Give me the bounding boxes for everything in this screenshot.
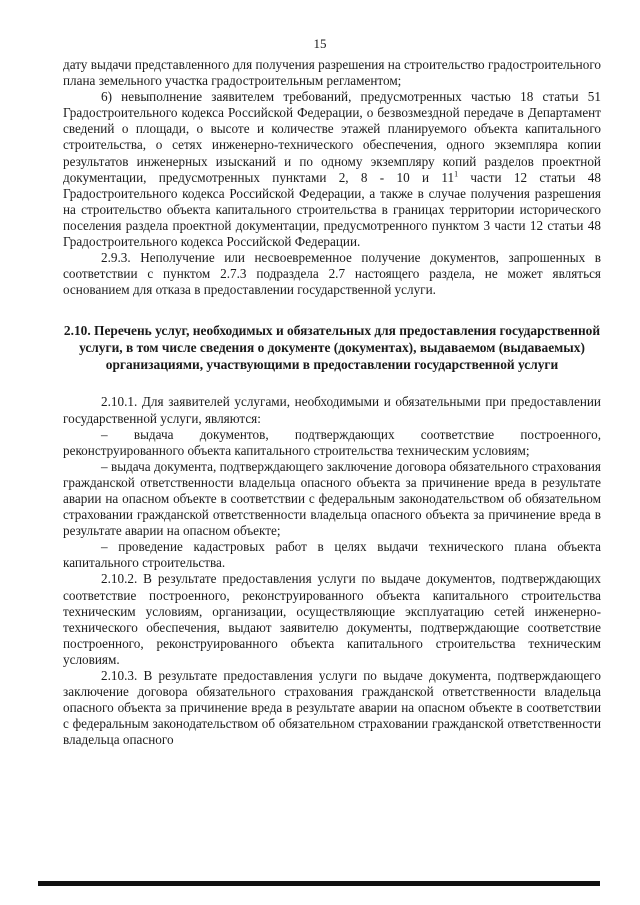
list-item-3: – проведение кадастровых работ в целях выдачи технического плана объекта капитального строительства.	[63, 539, 601, 571]
list-item-2: – выдача документа, подтверждающего заключение договора обязательного страхования гражданской ответственности владельца опасного объекта за причинение вреда в результате аварии на опасном объекте в соответствии с федеральным законодательством об обязательном страховании гражданской ответственности владельца опасного объекта за причинение вреда в результате аварии на опасном объекте;	[63, 458, 601, 539]
scan-bottom-edge	[38, 881, 600, 886]
paragraph-item-6-text-b: части 12 статьи 48 Градостроительного кодекса Российской Федерации, а также в случае получения разрешения на строительство объекта капитального строительства в границах территории исторического поселения раздела проектной документации, предусмотренного пунктом 3 части 12 статьи 48 Градостроительного кодекса Российской Федерации.	[63, 169, 601, 250]
section-heading-2-10: 2.10. Перечень услуг, необходимых и обязательных для предоставления государственной услуги, в том числе сведения о документе (документах), выдаваемом (выдаваемых) организациями, участвующими в предоставлении государственной услуги	[63, 323, 601, 373]
paragraph-2-10-1: 2.10.1. Для заявителей услугами, необходимыми и обязательными при предоставлении государственной услуги, являются:	[63, 394, 601, 426]
paragraph-item-6	[63, 89, 601, 250]
list-item-1: – выдача документов, подтверждающих соответствие построенного, реконструированного объекта капитального строительства техническим условиям;	[63, 426, 601, 458]
paragraph-continuation: дату выдачи представленного для получения разрешения на строительство градостроительного плана земельного участка градостроительным регламентом;	[63, 57, 601, 89]
paragraph-2-10-2: 2.10.2. В результате предоставления услуги по выдаче документов, подтверждающих соответствие построенного, реконструированного объекта капитального строительства техническим условиям, организации, осуществляющие эксплуатацию сетей инженерно-технического обеспечения, выдают заявителю документы, подтверждающие соответствие построенного, реконструированного объекта капитального строительства техническим условиям.	[63, 571, 601, 667]
page-number: 15	[313, 36, 327, 51]
paragraph-2-10-3: 2.10.3. В результате предоставления услуги по выдаче документа, подтверждающего заключение договора обязательного страхования гражданской ответственности владельца опасного объекта за причинение вреда в результате аварии на опасном объекте в соответствии с федеральным законодательством об обязательном страховании гражданской ответственности владельца опасного	[63, 668, 601, 748]
paragraph-item-6-text-a: 6) невыполнение заявителем требований, предусмотренных частью 18 статьи 51 Градостроительного кодекса Российской Федерации, о безвозмездной передаче в Департамент сведений о площади, о высоте и количестве этажей планируемого объекта капитального строительства, о сетях инженерно-технического обеспечения, одного экземпляра копии результатов инженерных изысканий и по одному экземпляру копий разделов проектной документации, предусмотренных пунктами 2, 8 - 10 и 11	[63, 89, 601, 185]
paragraph-2-9-3: 2.9.3. Неполучение или несвоевременное получение документов, запрошенных в соответствии с пунктом 2.7.3 подраздела 2.7 настоящего раздела, не может являться основанием для отказа в предоставлении государственной услуги.	[63, 250, 601, 298]
document-body	[63, 57, 601, 748]
superscript: 1	[454, 169, 459, 179]
